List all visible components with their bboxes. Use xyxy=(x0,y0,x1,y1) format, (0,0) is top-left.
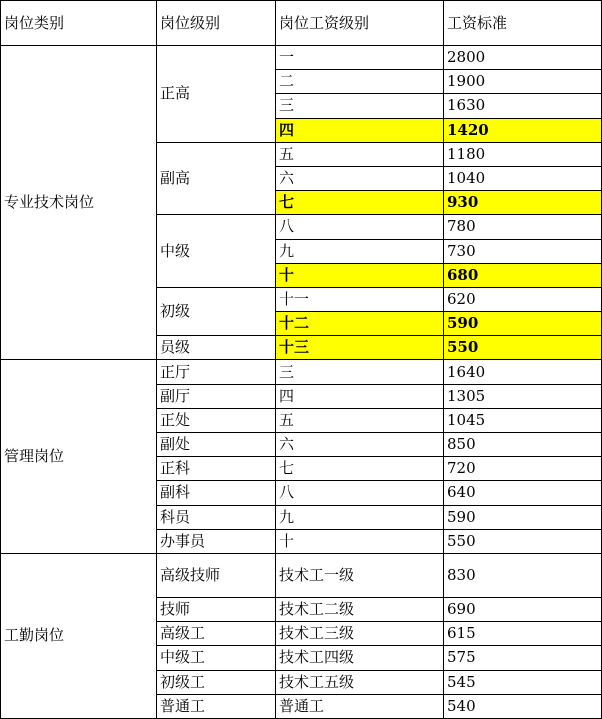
grade-cell: 五 xyxy=(276,142,444,166)
grade-cell: 技术工二级 xyxy=(276,597,444,621)
header-category: 岗位类别 xyxy=(1,1,157,46)
grade-cell: 四 xyxy=(276,118,444,142)
salary-cell: 680 xyxy=(444,263,602,287)
salary-cell: 720 xyxy=(444,457,602,481)
salary-cell: 930 xyxy=(444,191,602,215)
level-cell: 副处 xyxy=(157,433,276,457)
salary-cell: 830 xyxy=(444,553,602,597)
salary-cell: 1045 xyxy=(444,408,602,432)
salary-table-body xyxy=(1,1,602,719)
level-cell: 技师 xyxy=(157,597,276,621)
table-row xyxy=(1,553,602,597)
grade-cell: 九 xyxy=(276,239,444,263)
category-cell: 专业技术岗位 xyxy=(1,46,157,360)
grade-cell: 技术工三级 xyxy=(276,622,444,646)
grade-cell: 九 xyxy=(276,505,444,529)
category-cell: 工勤岗位 xyxy=(1,553,157,718)
level-cell: 高级技师 xyxy=(157,553,276,597)
salary-cell: 1180 xyxy=(444,142,602,166)
level-cell: 副厅 xyxy=(157,384,276,408)
salary-cell: 575 xyxy=(444,646,602,670)
salary-cell: 590 xyxy=(444,312,602,336)
salary-cell: 640 xyxy=(444,481,602,505)
salary-cell: 690 xyxy=(444,597,602,621)
salary-cell: 1630 xyxy=(444,94,602,118)
grade-cell: 五 xyxy=(276,408,444,432)
category-cell: 管理岗位 xyxy=(1,360,157,554)
grade-cell: 三 xyxy=(276,94,444,118)
level-cell: 初级工 xyxy=(157,670,276,694)
level-cell: 正科 xyxy=(157,457,276,481)
grade-cell: 十一 xyxy=(276,287,444,311)
grade-cell: 二 xyxy=(276,70,444,94)
salary-cell: 550 xyxy=(444,529,602,553)
salary-cell: 730 xyxy=(444,239,602,263)
level-cell: 科员 xyxy=(157,505,276,529)
header-grade: 岗位工资级别 xyxy=(276,1,444,46)
salary-cell: 545 xyxy=(444,670,602,694)
grade-cell: 八 xyxy=(276,481,444,505)
grade-cell: 技术工一级 xyxy=(276,553,444,597)
level-cell: 副高 xyxy=(157,142,276,215)
header-row xyxy=(1,1,602,46)
grade-cell: 十 xyxy=(276,263,444,287)
level-cell: 初级 xyxy=(157,287,276,335)
salary-cell: 1040 xyxy=(444,166,602,190)
header-salary: 工资标准 xyxy=(444,1,602,46)
salary-cell: 780 xyxy=(444,215,602,239)
grade-cell: 七 xyxy=(276,457,444,481)
grade-cell: 八 xyxy=(276,215,444,239)
grade-cell: 普通工 xyxy=(276,694,444,718)
grade-cell: 六 xyxy=(276,433,444,457)
grade-cell: 一 xyxy=(276,46,444,70)
grade-cell: 七 xyxy=(276,191,444,215)
level-cell: 正处 xyxy=(157,408,276,432)
salary-cell: 1900 xyxy=(444,70,602,94)
level-cell: 员级 xyxy=(157,336,276,360)
table-row xyxy=(1,46,602,70)
level-cell: 办事员 xyxy=(157,529,276,553)
salary-cell: 620 xyxy=(444,287,602,311)
level-cell: 中级 xyxy=(157,215,276,288)
salary-cell: 2800 xyxy=(444,46,602,70)
level-cell: 正高 xyxy=(157,46,276,143)
level-cell: 高级工 xyxy=(157,622,276,646)
grade-cell: 十三 xyxy=(276,336,444,360)
grade-cell: 四 xyxy=(276,384,444,408)
level-cell: 中级工 xyxy=(157,646,276,670)
level-cell: 副科 xyxy=(157,481,276,505)
salary-cell: 1305 xyxy=(444,384,602,408)
grade-cell: 技术工五级 xyxy=(276,670,444,694)
salary-cell: 850 xyxy=(444,433,602,457)
grade-cell: 技术工四级 xyxy=(276,646,444,670)
level-cell: 正厅 xyxy=(157,360,276,384)
salary-cell: 590 xyxy=(444,505,602,529)
grade-cell: 十二 xyxy=(276,312,444,336)
level-cell: 普通工 xyxy=(157,694,276,718)
salary-cell: 1640 xyxy=(444,360,602,384)
grade-cell: 三 xyxy=(276,360,444,384)
salary-cell: 540 xyxy=(444,694,602,718)
grade-cell: 六 xyxy=(276,166,444,190)
grade-cell: 十 xyxy=(276,529,444,553)
salary-cell: 1420 xyxy=(444,118,602,142)
salary-cell: 615 xyxy=(444,622,602,646)
header-level: 岗位级别 xyxy=(157,1,276,46)
salary-cell: 550 xyxy=(444,336,602,360)
table-row xyxy=(1,360,602,384)
